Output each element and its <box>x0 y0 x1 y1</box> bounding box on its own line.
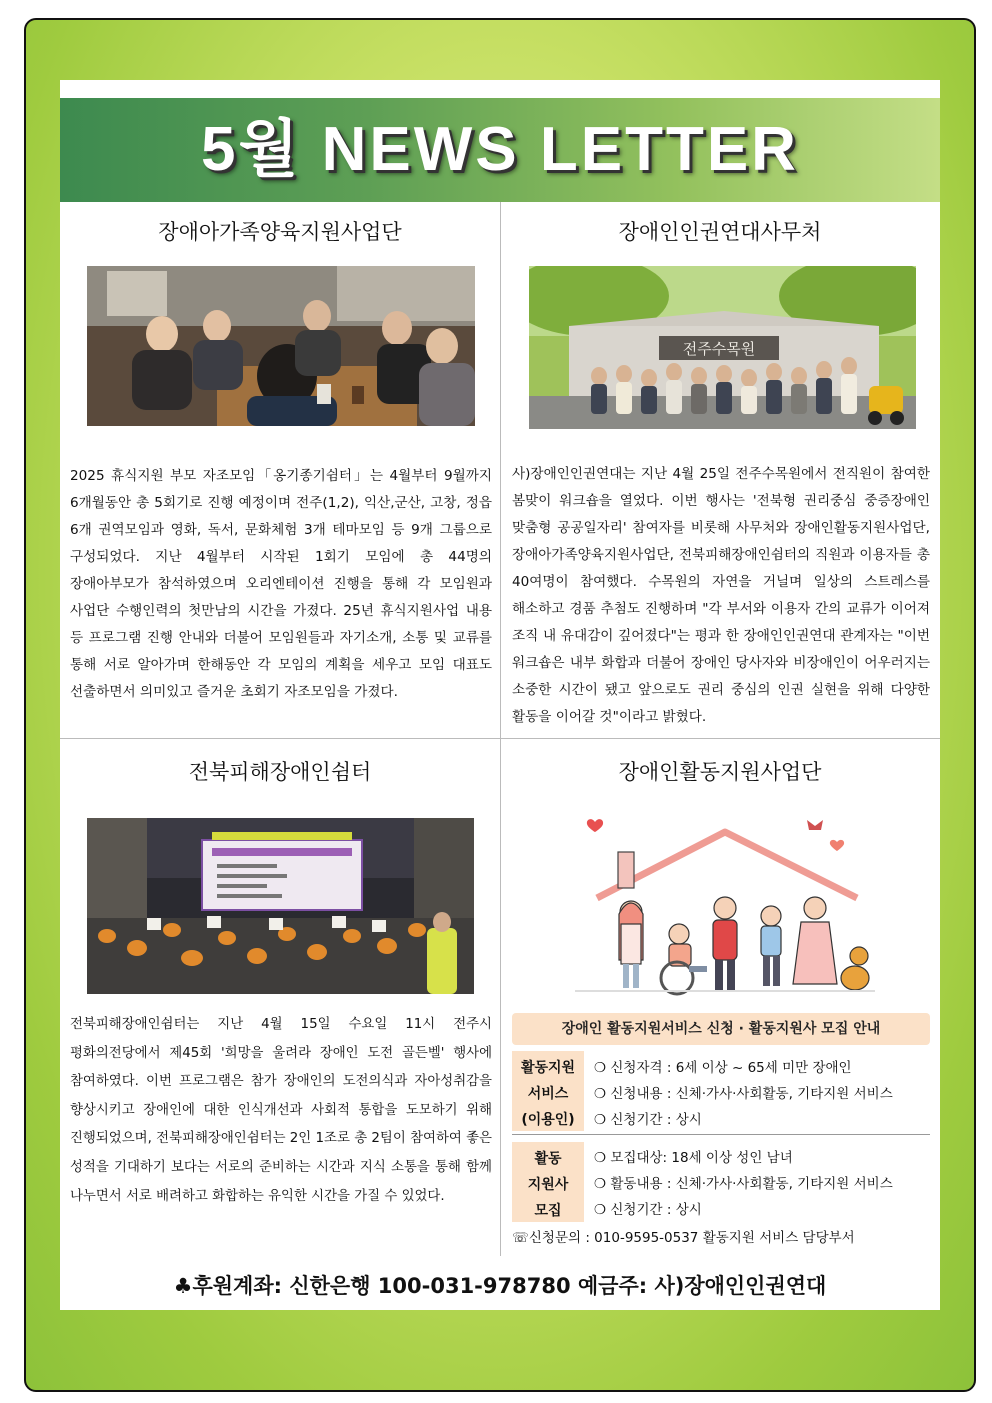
page-title: 5월 NEWS LETTER <box>201 115 799 184</box>
section-paragraph-shelter: 전북피해장애인쉼터는 지난 4월 15일 수요일 11시 전주시 평화의전당에서 제45회 '희망을 울려라 장애인 도전 골든벨' 행사에 참여하였다. 이번 프로그램은 참가 장애인의 도전의식과 자아성취감을 향상시키고 장애인에 대한 인식개선과 사회적 통합을 도모하기 위해 진행되었으며, 전북피해장애인쉼터는 2인 1조로 총 2팀이 참여하여 좋은 성적을 기대하기 보다는 서로의 준비하는 시간과 지식 소통을 통해 함께 나누면서 서로 배려하고 화합하는 유익한 시간을 가질 수 있었다. <box>70 1017 492 1204</box>
newsletter-sheet <box>60 80 940 1310</box>
photo-golden-bell-event <box>87 818 474 994</box>
service-user-label-line: 활동지원 <box>520 1060 576 1076</box>
caregiver-label-line: 활동 <box>534 1151 562 1167</box>
section-title-family-support: 장애아가족양육지원사업단 <box>158 220 402 244</box>
service-user-label-line: (이용인) <box>521 1112 575 1128</box>
photo-parents-meeting <box>87 266 475 426</box>
service-user-item: ❍ 신청자격 : 6세 이상 ~ 65세 미만 장애인 <box>594 1060 852 1076</box>
row-divider <box>60 738 940 739</box>
page-frame <box>24 18 976 1392</box>
caregiver-label-line: 모집 <box>534 1203 562 1219</box>
caregiver-recruit-label <box>512 1142 584 1222</box>
section-paragraph-rights-office: 사)장애인인권연대는 지난 4월 25일 전주수목원에서 전직원이 참여한 봄맞이 워크숍을 열었다. 이번 행사는 '전북형 권리중심 중증장애인 맞춤형 공공일자리' 참여자를 비롯해 사무처와 장애인활동지원사업단, 장애아가족양육지원사업단, 전북피해장애인쉼터의 직원과 이용자들 총 40여명이 참여했다. 수목원의 자연을 거닐며 일상의 스트레스를 해소하고 경품 추첨도 진행하며 "각 부서와 이용자 간의 교류가 이어져 조직 내 유대감이 깊어졌다"는 평과 한 장애인인권연대 관계자는 "이번 워크숍은 내부 화합과 더불어 장애인 당사자와 비장애인이 어우러지는 소중한 시간이 됐고 앞으로도 권리 중심의 인권 실현을 위해 다양한 활동을 이어갈 것"이라고 밝혔다. <box>512 466 930 725</box>
photo-arboretum-group <box>529 266 916 429</box>
section-title-shelter: 전북피해장애인쉼터 <box>188 760 372 784</box>
service-user-label <box>512 1051 584 1131</box>
caregiver-item: ❍ 모집대상: 18세 이상 성인 남녀 <box>594 1150 793 1166</box>
contact-info: ☏신청문의 : 010-9595-0537 활동지원 서비스 담당부서 <box>512 1230 855 1246</box>
illustration-family-house <box>575 810 875 1002</box>
section-paragraph-family-support: 2025 휴식지원 부모 자조모임「옹기종기쉼터」는 4월부터 9월까지 6개월동안 총 5회기로 진행 예정이며 전주(1,2), 익산,군산, 고창, 정읍 6개 권역모임과 영화, 독서, 문화체험 3개 테마모임 등 9개 그룹으로 구성되었다. 지난 4월부터 시작된 1회기 모임에 총 44명의 장애아부모가 참석하였으며 오리엔테이션 진행을 통해 각 모임원과 사업단 수행인력의 첫만남의 시간을 가졌다. 25년 휴식지원사업 내용 등 프로그램 진행 안내와 더불어 모임원들과 자기소개, 소통 및 교류를 통해 서로 알아가며 한해동안 각 모임의 계획을 세우고 모임 대표도 선출하면서 의미있고 즐거운 초회기 자조모임을 가졌다. <box>70 468 492 700</box>
section-title-activity-support: 장애인활동지원사업단 <box>618 760 822 784</box>
arboretum-sign-text: 전주수목원 <box>682 340 756 358</box>
service-user-item: ❍ 신청내용 : 신체·가사·사회활동, 기타지원 서비스 <box>594 1086 893 1102</box>
activity-notice-title: 장애인 활동지원서비스 신청 · 활동지원사 모집 안내 <box>512 1013 930 1045</box>
caregiver-item: ❍ 신청기간 : 상시 <box>594 1202 702 1218</box>
column-divider <box>500 202 501 1256</box>
caregiver-item: ❍ 활동내용 : 신체·가사·사회활동, 기타지원 서비스 <box>594 1176 893 1192</box>
service-user-item: ❍ 신청기간 : 상시 <box>594 1112 702 1128</box>
section-title-rights-office: 장애인인권연대사무처 <box>618 220 822 244</box>
caregiver-label-line: 지원사 <box>527 1177 569 1193</box>
service-user-label-line: 서비스 <box>527 1086 569 1102</box>
title-banner <box>60 98 940 202</box>
donation-account: ♣후원계좌: 신한은행 100-031-978780 예금주: 사)장애인인권연대 <box>173 1274 827 1298</box>
notice-divider <box>512 1134 930 1135</box>
